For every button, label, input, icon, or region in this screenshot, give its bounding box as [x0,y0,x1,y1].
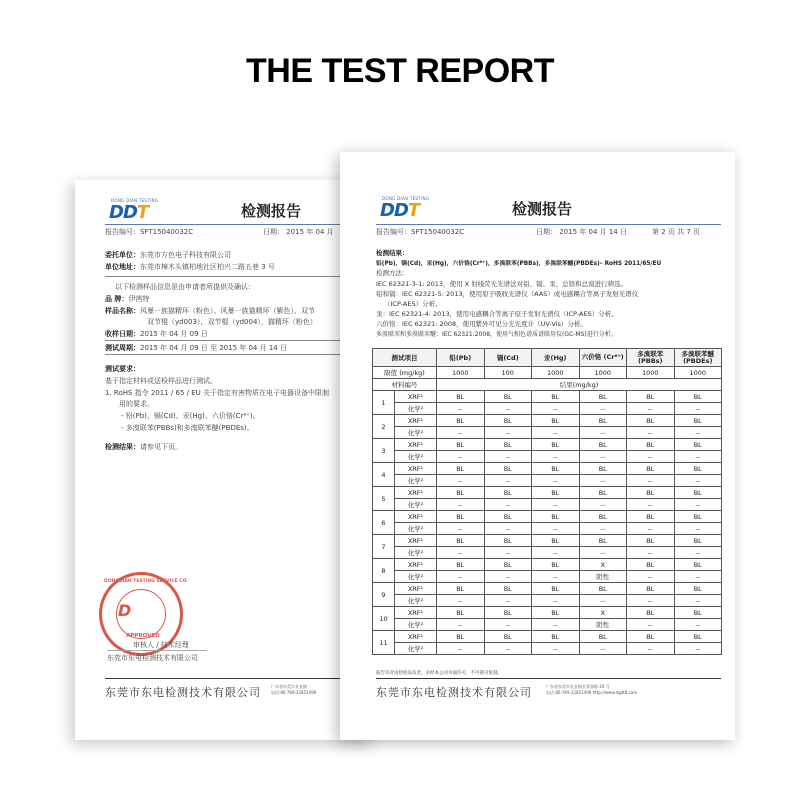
footer-contact: 广东省东莞市长安镇长青南路 20 号 电话:86-769-22851499 http://www.dgdt8.com [546,684,638,695]
limit-cell: 1000 [437,367,485,379]
report-title: 检测报告 [241,202,302,220]
result-cell: -- [484,619,532,631]
report-cover-page [75,180,375,740]
address-label: 单位地址： [105,263,140,271]
table-row [373,643,722,655]
result-cell: BL [532,535,580,547]
result-cell: BL [627,631,675,643]
result-cell: -- [437,427,485,439]
result-cell: -- [437,547,485,559]
method-cell-xrf: XRF¹ [395,559,437,571]
result-cell: BL [532,511,580,523]
method-cell-xrf: XRF¹ [395,439,437,451]
table-row [373,439,722,451]
result-cell: BL [627,583,675,595]
result-cell: BL [579,583,627,595]
result-cell: BL [674,487,722,499]
result-cell: -- [437,595,485,607]
result-cell: BL [532,583,580,595]
result-cell: -- [437,499,485,511]
header-rule [376,224,721,225]
result-cell: BL [484,439,532,451]
table-row [373,475,722,487]
result-cell: -- [627,547,675,559]
page-heading: THE TEST REPORT [246,52,554,90]
result-cell: BL [579,415,627,427]
header-rule [105,224,375,225]
result-cell: BL [579,463,627,475]
method-cell-xrf: XRF¹ [395,535,437,547]
material-id-cell: 1 [373,391,395,415]
result-cell: -- [437,571,485,583]
material-id-cell: 2 [373,415,395,439]
limit-cell: 1000 [674,367,722,379]
header-cell: 多溴联苯醚 (PBDEs) [674,349,722,367]
client-label: 委托单位： [105,251,140,259]
limit-row [373,367,722,379]
section-rule [105,354,375,355]
material-id-cell: 10 [373,607,395,631]
table-row [373,463,722,475]
result-cell: -- [532,547,580,559]
table-row [373,535,722,547]
requirements-line-2: 1. RoHS 指令 2011 / 65 / EU 关于指定有害物质在电子电器设备中限制 [105,389,330,397]
result-cell: -- [674,595,722,607]
method-cell-xrf: XRF¹ [395,463,437,475]
method-cell-xrf: XRF¹ [395,391,437,403]
result-cell: -- [484,643,532,655]
result-cell: BL [484,535,532,547]
result-cell: BL [532,415,580,427]
requirements-line-3: 用的要求。 [119,400,154,408]
result-cell: -- [484,571,532,583]
table-row [373,631,722,643]
receive-date-label: 收样日期： [105,330,140,338]
result-cell: BL [674,463,722,475]
result-cell: 阴性 [579,571,627,583]
result-cell: -- [532,451,580,463]
limit-label: 限值 (mg/kg) [373,367,437,379]
result-cell: BL [437,391,485,403]
result-cell: BL [484,391,532,403]
table-row [373,571,722,583]
result-cell: BL [437,415,485,427]
result-cell: -- [674,643,722,655]
result-cell: -- [532,619,580,631]
result-cell: -- [437,643,485,655]
result-cell: -- [674,499,722,511]
table-row [373,607,722,619]
result-cell: BL [627,511,675,523]
result-cell: -- [484,427,532,439]
result-cell: -- [579,499,627,511]
result-cell: BL [627,391,675,403]
report-number: 报告编号：SFT15040032C [376,228,465,236]
result-cell: BL [437,511,485,523]
result-cell: BL [579,631,627,643]
result-cell: -- [484,595,532,607]
result-cell: -- [674,571,722,583]
result-cell: -- [532,403,580,415]
result-cell: -- [674,475,722,487]
result-cell: BL [579,439,627,451]
material-id-cell: 4 [373,463,395,487]
result-cell: -- [437,403,485,415]
header-cell: 多溴联苯 (PBBs) [627,349,675,367]
method-cell-chem: 化学² [395,595,437,607]
method-line-3: （ICP-AES）分析。 [384,300,442,308]
method-cell-chem: 化学² [395,547,437,559]
result-cell: X [579,559,627,571]
result-cell: BL [532,487,580,499]
table-row [373,619,722,631]
result-cell: -- [627,619,675,631]
address-value: 东莞市樟木头镇柏地社区柏兴二路五巷 3 号 [140,263,275,271]
result-cell: -- [532,499,580,511]
method-cell-xrf: XRF¹ [395,511,437,523]
result-cell: BL [627,559,675,571]
table-row [373,559,722,571]
result-cell: -- [627,571,675,583]
result-cell: BL [627,535,675,547]
requirements-title: 测试要求： [105,365,140,373]
method-cell-chem: 化学² [395,523,437,535]
table-row [373,391,722,403]
method-cell-xrf: XRF¹ [395,607,437,619]
result-cell: BL [627,463,675,475]
result-cell: BL [674,391,722,403]
footer-contact: 广东省东莞市长安镇 电话:86-769-22851499 [271,684,317,695]
result-cell: BL [627,439,675,451]
material-id-cell: 9 [373,583,395,607]
result-cell: -- [579,403,627,415]
result-cell: -- [674,451,722,463]
method-cell-xrf: XRF¹ [395,415,437,427]
method-line-1: IEC 62321-3-1: 2013，使用 X 射线荧光光谱法对铅、镉、汞、总铬和总溴进行筛选。 [376,280,628,288]
result-label: 检测结果： [105,443,140,451]
result-unit: 结果(mg/kg) [437,379,722,391]
result-cell: BL [674,583,722,595]
method-cell-chem: 化学² [395,571,437,583]
result-cell: -- [484,475,532,487]
header-cell: 汞(Hg) [532,349,580,367]
result-cell: -- [484,403,532,415]
result-cell: -- [532,643,580,655]
signer-title: 审核人 / 技术经理 [133,641,189,649]
method-cell-xrf: XRF¹ [395,583,437,595]
table-header-row [373,349,722,367]
result-cell: -- [579,595,627,607]
logo-subtitle: DONG DIAN TESTING [382,196,430,201]
result-cell: BL [674,439,722,451]
result-cell: -- [532,427,580,439]
brand-value: 伊茜特 [128,295,150,303]
signer-organization: 东莞市东电检测技术有限公司 [107,654,198,662]
method-cell-xrf: XRF¹ [395,631,437,643]
result-cell: -- [674,403,722,415]
table-row [373,499,722,511]
result-cell: -- [484,451,532,463]
result-cell: -- [437,619,485,631]
result-cell: BL [437,439,485,451]
header-cell: 六价铬 (Cr⁶⁺) [579,349,627,367]
result-cell: BL [627,607,675,619]
limit-cell: 1000 [532,367,580,379]
result-cell: BL [484,607,532,619]
header-cell: 测试项目 [373,349,437,367]
method-cell-chem: 化学² [395,499,437,511]
report-date: 日期： 2015 年 04 月 14 日 [536,228,627,236]
result-cell: BL [437,607,485,619]
method-cell-chem: 化学² [395,451,437,463]
result-cell: -- [579,475,627,487]
footer-rule [376,678,721,679]
result-cell: -- [674,427,722,439]
result-cell: -- [627,475,675,487]
limit-cell: 100 [484,367,532,379]
report-results-page [340,152,735,740]
method-cell-chem: 化学² [395,403,437,415]
footer-company-name: 东莞市东电检测技术有限公司 [376,686,532,699]
limit-cell: 1000 [579,367,627,379]
result-cell: BL [674,559,722,571]
table-row [373,547,722,559]
result-cell: -- [484,499,532,511]
table-row [373,583,722,595]
material-id-cell: 3 [373,439,395,463]
result-cell: BL [579,535,627,547]
report-title: 检测报告 [512,200,573,218]
result-cell: -- [532,595,580,607]
result-cell: -- [674,547,722,559]
result-cell: BL [674,415,722,427]
result-cell: -- [579,427,627,439]
sample-value-2: 双节棍（yd003），双节棍（yd004），猫精环（粉色） [147,318,317,326]
result-cell: BL [579,391,627,403]
result-cell: -- [579,643,627,655]
table-row [373,523,722,535]
result-cell: BL [579,511,627,523]
result-cell: -- [627,403,675,415]
result-cell: BL [627,415,675,427]
receive-date-value: 2015 年 04 月 09 日 [140,330,208,338]
result-cell: BL [532,391,580,403]
table-row [373,451,722,463]
method-line-5: 六价铬：IEC 62321: 2008，使用紫外可见分光光度计（UV-Vis）分析。 [376,320,587,328]
result-cell: BL [437,535,485,547]
result-cell: -- [437,523,485,535]
test-period-label: 测试周期： [105,344,140,352]
material-header-row [373,379,722,391]
table-row [373,595,722,607]
result-cell: -- [579,523,627,535]
section-rule [105,340,375,341]
table-row [373,415,722,427]
result-cell: BL [674,631,722,643]
table-row [373,403,722,415]
result-cell: BL [437,559,485,571]
report-number: 报告编号：SFT15040032C [105,228,194,236]
result-cell: BL [484,463,532,475]
result-cell: BL [484,631,532,643]
material-id-cell: 11 [373,631,395,655]
result-cell: BL [532,631,580,643]
result-cell: -- [532,475,580,487]
result-cell: BL [532,463,580,475]
method-cell-xrf: XRF¹ [395,487,437,499]
result-cell: BL [579,487,627,499]
page-number: 第 2 页 共 7 页 [652,228,701,236]
result-cell: -- [579,547,627,559]
result-cell: -- [532,571,580,583]
method-line-2: 铅和镉：IEC 62321-5: 2013，使用原子吸收光谱仪（AAS）或电感耦合等离子发射光谱仪 [376,290,639,298]
material-id-cell: 6 [373,511,395,535]
result-cell: -- [674,619,722,631]
material-id-cell: 5 [373,487,395,511]
results-table [372,348,722,655]
result-cell: -- [579,451,627,463]
sample-value-1: 风暴一族猫精环（粉色）、风暴一族猫精环（紫色）、双节 [140,307,315,315]
result-cell: BL [674,511,722,523]
method-line-4: 汞：IEC 62321-4: 2013，使用电感耦合等离子原子发射光谱仪（ICP-AES）分析。 [376,310,618,318]
result-cell: -- [484,547,532,559]
table-row [373,427,722,439]
result-cell: BL [437,463,485,475]
result-cell: BL [674,607,722,619]
result-cell: -- [627,643,675,655]
result-cell: X [579,607,627,619]
result-cell: BL [532,439,580,451]
result-cell: BL [437,631,485,643]
result-cell: -- [627,451,675,463]
method-title: 检测方法： [376,269,409,277]
material-label: 材料编号 [373,379,437,391]
requirements-line-1: 基于指定材料或送检样品进行测试。 [105,377,217,385]
result-cell: BL [532,607,580,619]
result-cell: -- [437,451,485,463]
method-cell-chem: 化学² [395,475,437,487]
footer-note: 报告仅对送检样品负责，未经本公司书面许可，不可部分复制。 [376,671,502,676]
limit-cell: 1000 [627,367,675,379]
result-cell: -- [532,523,580,535]
result-cell: BL [484,583,532,595]
result-cell: BL [627,487,675,499]
result-cell: BL [484,559,532,571]
result-cell: BL [484,415,532,427]
client-value: 东莞市方色电子科技有限公司 [140,251,231,259]
material-id-cell: 7 [373,535,395,559]
signature-rule [107,650,207,651]
result-cell: -- [674,523,722,535]
method-cell-chem: 化学² [395,619,437,631]
logo-subtitle: DONG DIAN TESTING [111,198,159,203]
result-cell: BL [437,487,485,499]
brand-label: 品 牌： [105,295,129,303]
result-cell: -- [627,523,675,535]
sample-note: 以下检测样品信息是由申请者所提供及确认： [115,283,255,291]
method-cell-chem: 化学² [395,643,437,655]
result-cell: BL [484,487,532,499]
result-summary: 铅(Pb)，镉(Cd)，汞(Hg)，六价铬(Cr⁶⁺)，多溴联苯(PBBs)，多溴联苯醚(PBDEs)– RoHS 2011/65/EU [376,261,662,267]
table-row [373,511,722,523]
requirements-item-2: - 多溴联苯(PBBs)和多溴联苯醚(PBDEs)。 [121,424,254,432]
footer-company-name: 东莞市东电检测技术有限公司 [105,686,261,699]
result-title: 检测结果： [376,249,409,257]
report-date: 日期： 2015 年 04 月 [263,228,334,236]
result-cell: BL [674,535,722,547]
result-cell: -- [627,499,675,511]
results-body [373,391,722,655]
result-cell: -- [484,523,532,535]
header-cell: 镉(Cd) [484,349,532,367]
method-cell-chem: 化学² [395,427,437,439]
test-period-value: 2015 年 04 月 09 日 至 2015 年 04 月 14 日 [140,344,287,352]
ddt-logo: DDT [380,200,420,221]
result-cell: -- [627,427,675,439]
section-rule [105,276,375,277]
sample-label: 样品名称： [105,307,140,315]
result-value: 请参见下页。 [140,443,182,451]
method-line-6: 多溴联苯和多溴联苯醚：IEC 62321:2008，使用气相色谱质谱联用仪(GC-MS)进行分析。 [376,331,617,338]
footer-rule [105,678,375,679]
result-cell: BL [484,511,532,523]
result-cell: -- [437,475,485,487]
approval-stamp: DONGDIAN TESTING SERVICE CO. D APPROVED [99,572,183,656]
header-cell: 铅(Pb) [437,349,485,367]
material-id-cell: 8 [373,559,395,583]
table-row [373,487,722,499]
ddt-logo: DDT [109,202,149,223]
result-cell: -- [627,595,675,607]
result-cell: BL [532,559,580,571]
result-cell: BL [437,583,485,595]
result-cell: 阴性 [579,619,627,631]
requirements-item-1: - 铅(Pb)、镉(Cd)、汞(Hg)、六价铬(Cr⁶⁺)。 [121,412,260,420]
